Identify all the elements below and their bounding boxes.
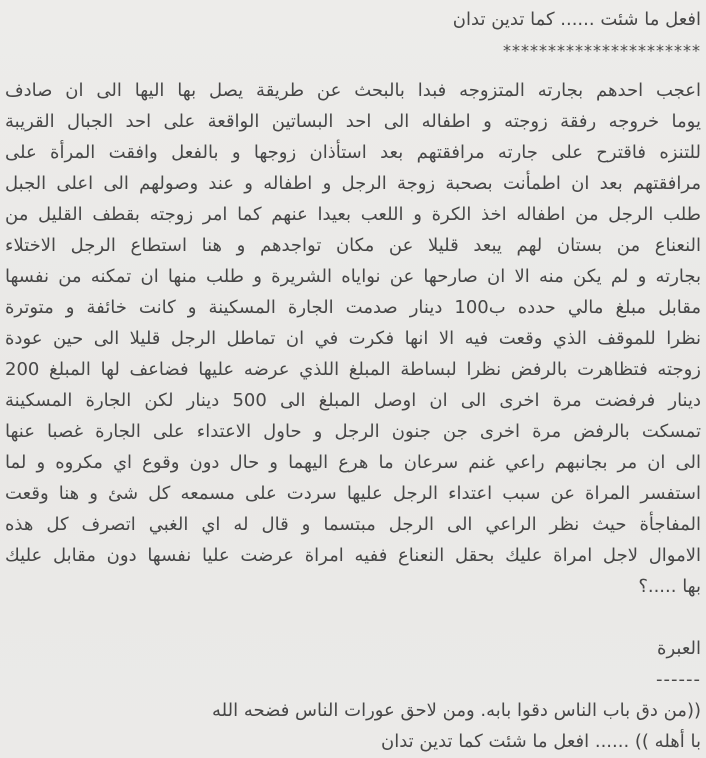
story-line: بها .....؟ <box>638 576 701 597</box>
story-line: زوجته فتظاهرت بالرفض نظرا لبساطة المبلغ اللذي عرضه عليها فضاعف لها المبلغ 200 <box>5 359 701 380</box>
story-line: للتنزه فاقترح على جارته مرافقتهم بعد استأذان زوجها و بالفعل وافقت المرأة على <box>5 142 701 163</box>
story-line: استفسر المراة عن سبب اعتداء الرجل عليها سردت على مسمعه كل شئ و هنا وقعت <box>5 483 701 504</box>
story-title: افعل ما شئت ...... كما تدين تدان <box>452 9 701 30</box>
story-line: يوما خروجه رفقة زوجته و اطفاله الى احد البساتين الواقعة على احد الجبال القريبة <box>5 111 701 132</box>
story-line: الى ان مر بجانبهم راعي غنم سرعان ما هرع اليهما و حال دون وقوع اي مكروه و لما <box>5 452 701 473</box>
separator-stars: ********************** <box>503 41 701 60</box>
moral-section <box>5 633 701 757</box>
story-line: طلب الرجل من اطفاله اخذ الكرة و اللعب بعيدا عنهم كما امر زوجته بقطف القليل من <box>5 204 701 225</box>
story-line: اعجب احدهم بجارته المتزوجه فبدا بالبحث عن طريقة يصل بها اليها الى ان صادف <box>5 80 701 101</box>
story-line: مرافقتهم بعد ان اطمأنت بصحبة زوجة الرجل و اطفاله و عند وصولهم الى اعلى الجبل <box>5 173 701 194</box>
moral-quote-line: با أهله )) ...... افعل ما شئت كما تدين تدان <box>380 731 701 752</box>
story-line: مقابل مبلغ مالي حدده ب100 دينار صدمت الجارة المسكينة و كانت خائفة و متوترة <box>5 297 701 318</box>
story-line: النعناع من بستان لهم يبعد قليلا عن مكان تواجدهم و هنا استطاع الرجل الاختلاء <box>5 235 701 256</box>
story-line: تمسكت بالرفض مرة اخرى جن جنون الرجل و حاول الاعتداء على الجارة غصبا عنها <box>5 421 701 442</box>
story-line: دينار فرفضت مرة اخرى الى ان اوصل المبلغ الى 500 دينار لكن الجارة المسكينة <box>5 390 701 411</box>
story-paragraph <box>5 75 701 602</box>
story-line: الاموال لاجل امراة عليك بحقل النعناع ففيه امراة عرضت عليا نفسها دون مقابل عليك <box>5 545 701 566</box>
moral-divider: ------ <box>656 669 701 690</box>
story-line: المفاجأة حيث نظر الراعي الى الرجل مبتسما و قال له اي الغبي اتصرف كل هذه <box>5 514 701 535</box>
story-line: بجارته و لم يكن منه الا ان صارحها عن نواياه الشريرة و طلب منها ان تمكنه من نفسها <box>5 266 701 287</box>
moral-heading: العبرة <box>657 638 701 659</box>
story-line: نظرا للموقف الذي وقعت فيه الا انها فكرت في ان تماطل الرجل قليلا الى حين عودة <box>5 328 701 349</box>
moral-quote-line: ((من دق باب الناس دقوا بابه. ومن لاحق عورات الناس فضحه الله <box>212 700 701 721</box>
